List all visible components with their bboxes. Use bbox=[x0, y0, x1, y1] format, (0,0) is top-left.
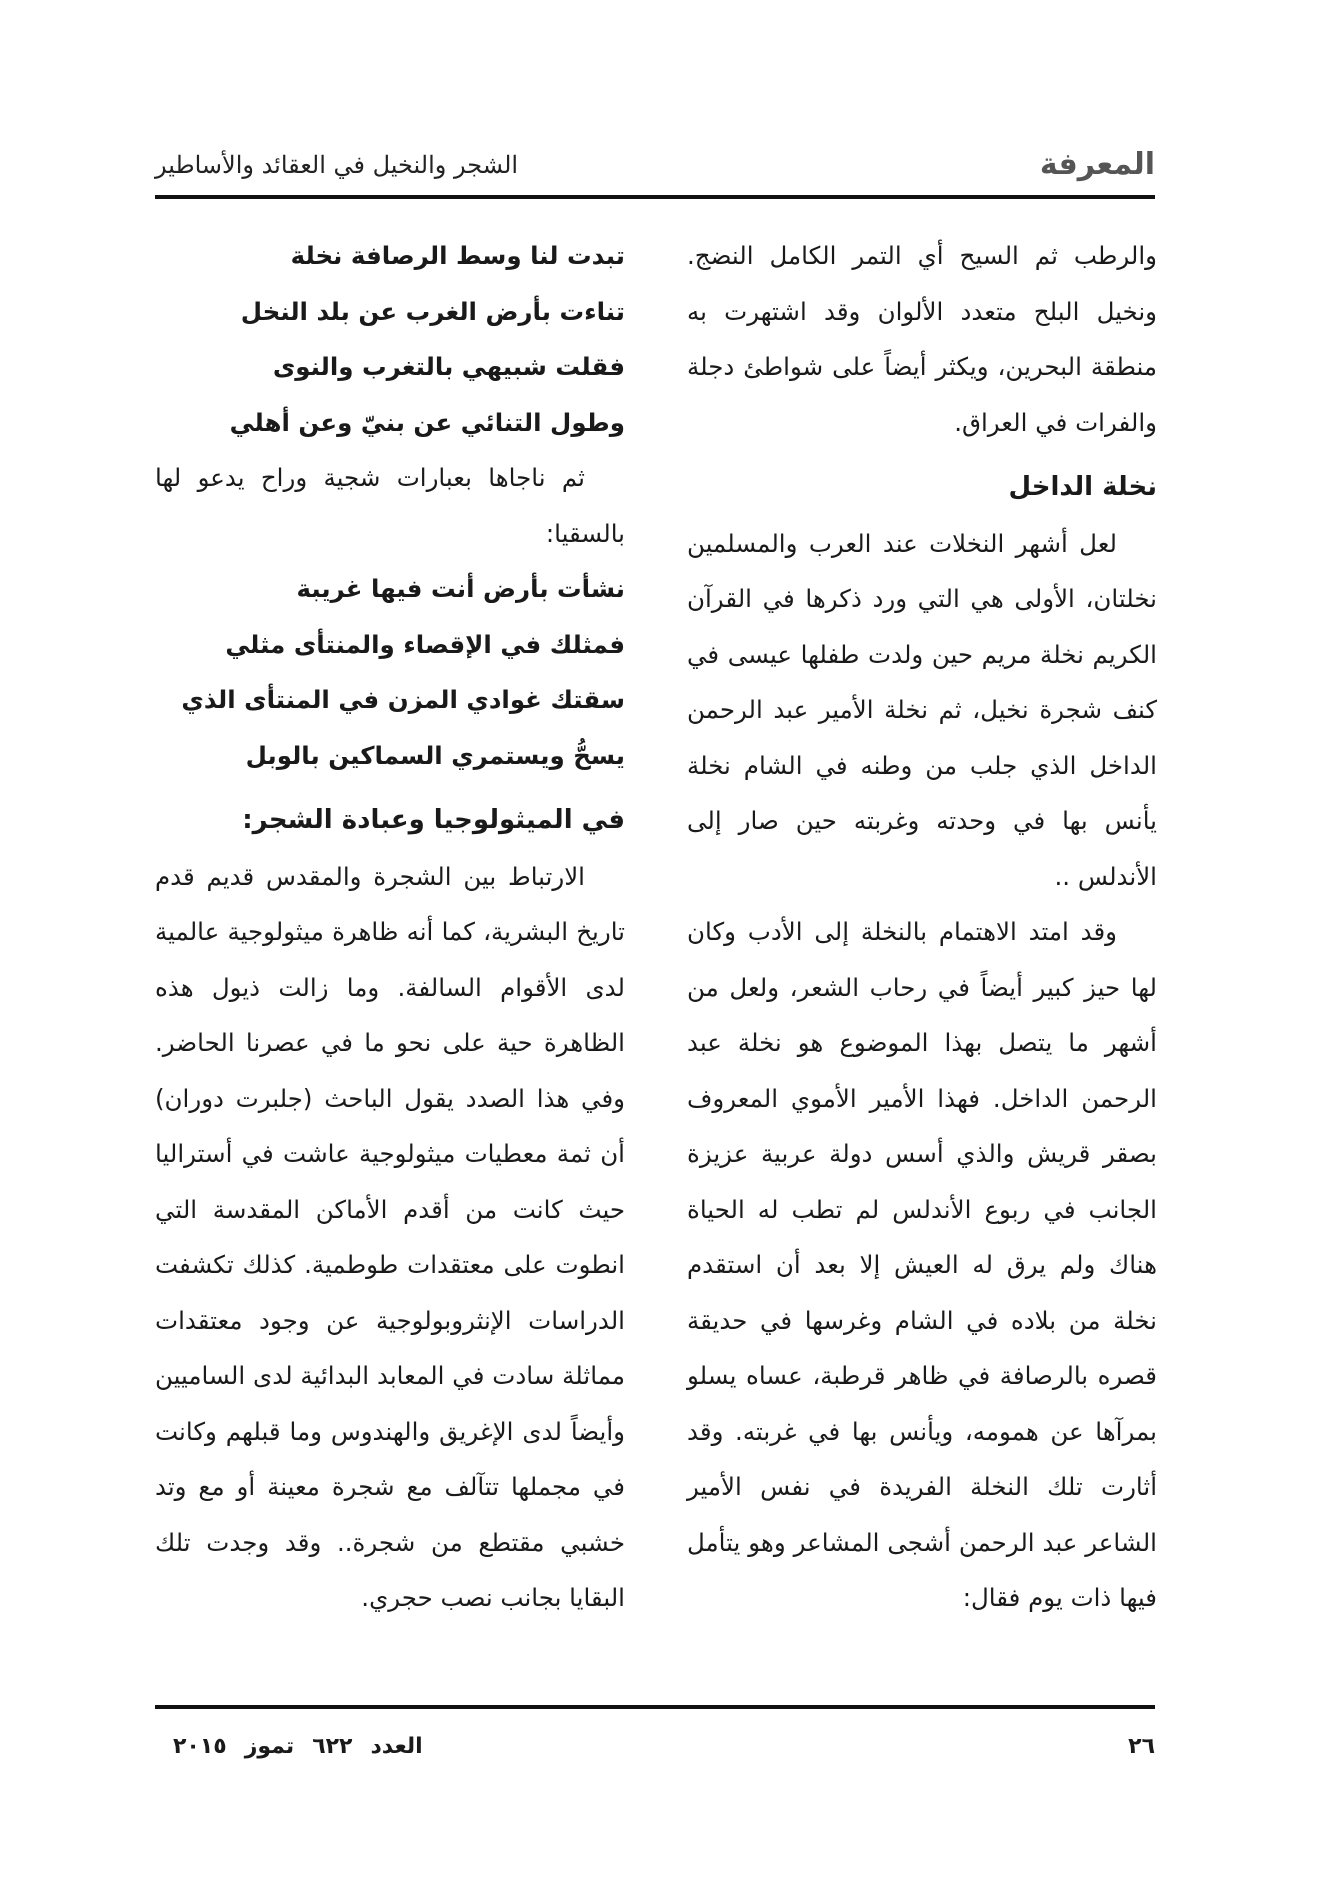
page-header bbox=[155, 145, 1155, 185]
verse-line: سقتك غوادي المزن في المنتأى الذي bbox=[181, 685, 625, 714]
right-column bbox=[687, 228, 1157, 1626]
left-column bbox=[155, 228, 625, 1626]
magazine-logo: المعرفة bbox=[1039, 147, 1155, 182]
verse-line: تبدت لنا وسط الرصافة نخلة bbox=[290, 241, 625, 270]
section-heading: في الميثولوجيا وعبادة الشجر: bbox=[242, 805, 625, 835]
page-footer bbox=[155, 1730, 1155, 1764]
issue-label: العدد bbox=[370, 1734, 423, 1759]
running-title: الشجر والنخيل في العقائد والأساطير bbox=[155, 151, 519, 179]
paragraph: لعل أشهر النخلات عند العرب والمسلمين نخلتان، الأولى هي التي ورد ذكرها في القرآن الكريم نخلة مريم حين ولدت طفلها عيسى في كنف شجرة نخيل، ثم نخلة الأمير عبد الرحمن الداخل الذي جلب من وطنه في الشام نخلة يأنس بها في وحدته وغربته حين صار إلى الأندلس .. bbox=[687, 528, 1157, 891]
paragraph: وقد امتد الاهتمام بالنخلة إلى الأدب وكان لها حيز كبير أيضاً في رحاب الشعر، ولعل من أشهر ما يتصل بهذا الموضوع هو نخلة عبد الرحمن الداخل. فهذا الأمير الأموي المعروف بصقر قريش والذي أسس دولة عربية عزيزة الجانب في ربوع الأندلس لم تطب له الحياة هناك ولم يرق له العيش إلا بعد أن استقدم نخلة من بلاده في الشام وغرسها في حديقة قصره بالرصافة في ظاهر قرطبة، عساه يسلو بمرآها عن همومه، ويأنس بها في غربته. وقد أثارت تلك النخلة الفريدة في نفس الأمير الشاعر عبد الرحمن أشجى المشاعر وهو يتأمل فيها ذات يوم فقال: bbox=[687, 917, 1157, 1612]
verse-line: نشأت بأرض أنت فيها غريبة bbox=[296, 574, 625, 603]
issue-month: تموز bbox=[244, 1734, 295, 1759]
verse-line: وطول التنائي عن بنيّ وعن أهلي bbox=[229, 407, 625, 437]
issue-number: ٦٢٢ bbox=[312, 1734, 353, 1759]
paragraph: ثم ناجاها بعبارات شجية وراح يدعو لها بالسقيا: bbox=[155, 463, 625, 548]
issue-year: ٢٠١٥ bbox=[173, 1734, 227, 1759]
paragraph: الارتباط بين الشجرة والمقدس قديم قدم تاريخ البشرية، كما أنه ظاهرة ميثولوجية عالمية لدى الأقوام السالفة. وما زالت ذيول هذه الظاهرة حية على نحو ما في عصرنا الحاضر. وفي هذا الصدد يقول الباحث (جلبرت دوران) أن ثمة معطيات ميثولوجية عاشت في أستراليا حيث كانت من أقدم الأماكن المقدسة التي انطوت على معتقدات طوطمية. كذلك تكشفت الدراسات الإنثروبولوجية عن وجود معتقدات مماثلة سادت في المعابد البدائية لدى الساميين وأيضاً لدى الإغريق والهندوس وما قبلهم وكانت في مجملها تتآلف مع شجرة معينة أو مع وتد خشبي مقتطع من شجرة.. وقد وجدت تلك البقايا بجانب نصب حجري. bbox=[155, 861, 625, 1612]
footer-rule bbox=[155, 1705, 1155, 1709]
verse-line: فمثلك في الإقصاء والمنتأى مثلي bbox=[225, 629, 625, 659]
paragraph: والرطب ثم السيح أي التمر الكامل النضج. ونخيل البلح متعدد الألوان وقد اشتهرت به منطقة البحرين، ويكثر أيضاً على شواطئ دجلة والفرات في العراق. bbox=[687, 241, 1157, 437]
page-number: ٢٦ bbox=[1128, 1734, 1155, 1759]
issue-info bbox=[155, 1730, 423, 1764]
section-heading: نخلة الداخل bbox=[1008, 472, 1157, 502]
verse-line: يسحُّ ويستمري السماكين بالوبل bbox=[245, 740, 625, 770]
verse-line: تناءت بأرض الغرب عن بلد النخل bbox=[240, 296, 625, 326]
verse-line: فقلت شبيهي بالتغرب والنوى bbox=[272, 352, 625, 381]
header-rule bbox=[155, 195, 1155, 199]
